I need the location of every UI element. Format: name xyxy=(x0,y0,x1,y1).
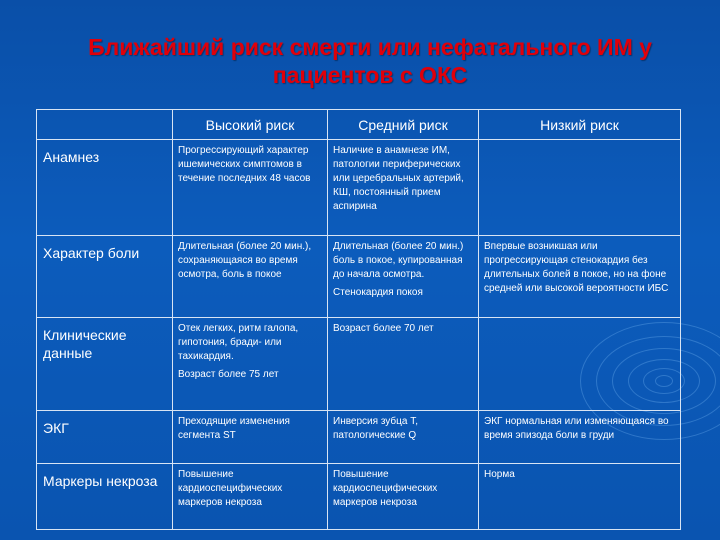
table-row xyxy=(37,318,681,411)
header-row xyxy=(37,110,681,140)
cell-medium: Наличие в анамнезе ИМ, патологии периферических или церебральных артерий, КШ, постоянный прием аспирина xyxy=(328,140,479,236)
header-cell-empty xyxy=(37,110,173,140)
cell-medium: Длительная (более 20 мин.) боль в покое, купированная до начала осмотра. Стенокардия покоя xyxy=(328,236,479,318)
risk-table xyxy=(36,109,681,530)
row-label-ecg: ЭКГ xyxy=(37,411,173,464)
table-row xyxy=(37,236,681,318)
table-row xyxy=(37,140,681,236)
cell-medium: Возраст более 70 лет xyxy=(328,318,479,411)
row-label-clinical: Клинические данные xyxy=(37,318,173,411)
row-label-markers: Маркеры некроза xyxy=(37,464,173,530)
row-label-anamnesis: Анамнез xyxy=(37,140,173,236)
row-label-pain: Характер боли xyxy=(37,236,173,318)
cell-high: Прогрессирующий характер ишемических симптомов в течение последних 48 часов xyxy=(173,140,328,236)
cell-low xyxy=(479,318,681,411)
cell-low: Впервые возникшая или прогрессирующая стенокардия без длительных болей в покое, но на фоне средней или высокой вероятности ИБС xyxy=(479,236,681,318)
cell-high: Повышение кардиоспецифических маркеров некроза xyxy=(173,464,328,530)
cell-high: Отек легких, ритм галопа, гипотония, бради- или тахикардия. Возраст более 75 лет xyxy=(173,318,328,411)
header-low-risk: Низкий риск xyxy=(479,110,681,140)
cell-medium: Повышение кардиоспецифических маркеров некроза xyxy=(328,464,479,530)
cell-high: Преходящие изменения сегмента ST xyxy=(173,411,328,464)
cell-low xyxy=(479,140,681,236)
header-medium-risk: Средний риск xyxy=(328,110,479,140)
table-row xyxy=(37,411,681,464)
header-high-risk: Высокий риск xyxy=(173,110,328,140)
table-row xyxy=(37,464,681,530)
slide-title: Ближайший риск смерти или нефатального ИМ у пациентов с ОКС xyxy=(88,34,652,88)
cell-low: Норма xyxy=(479,464,681,530)
cell-high: Длительная (более 20 мин.), сохраняющаяся во время осмотра, боль в покое xyxy=(173,236,328,318)
cell-medium: Инверсия зубца Т, патологические Q xyxy=(328,411,479,464)
cell-low: ЭКГ нормальная или изменяющаяся во время эпизода боли в груди xyxy=(479,411,681,464)
